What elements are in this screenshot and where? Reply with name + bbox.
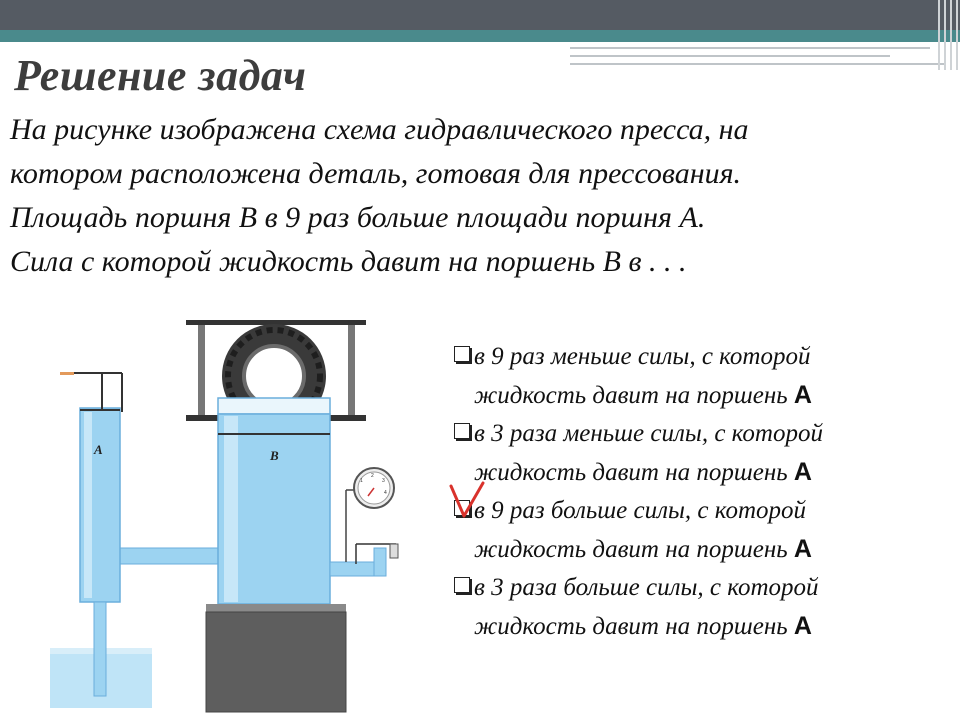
slide-title: Решение задач bbox=[14, 51, 307, 100]
answer-text bbox=[474, 530, 952, 569]
checkbox-square-icon[interactable] bbox=[454, 423, 470, 439]
answer-text-part: жидкость давит на поршень bbox=[474, 382, 794, 409]
label-piston-b: B bbox=[270, 448, 279, 463]
theme-decor-line bbox=[570, 63, 945, 65]
answer-text-part: жидкость давит на поршень bbox=[474, 459, 794, 486]
problem-statement bbox=[10, 108, 950, 284]
answer-option-3[interactable] bbox=[452, 492, 952, 569]
theme-corner-lines bbox=[932, 0, 960, 70]
answer-text-part: жидкость давит на поршень bbox=[474, 613, 794, 640]
checkbox-square-icon[interactable] bbox=[454, 346, 470, 362]
label-piston-a: A bbox=[94, 442, 103, 457]
gauge-tick-label: 1 bbox=[360, 478, 363, 484]
answer-text: в 9 раз больше силы, с которой bbox=[474, 497, 807, 524]
answer-piston-label: А bbox=[793, 612, 812, 640]
theme-top-bar bbox=[0, 0, 960, 30]
theme-teal-bar bbox=[0, 30, 960, 42]
theme-decor-line bbox=[570, 47, 930, 49]
answer-text bbox=[474, 453, 952, 492]
answer-text: в 3 раза больше силы, с которой bbox=[474, 574, 819, 601]
problem-line: Площадь поршня В в 9 раз больше площади поршня А. bbox=[10, 201, 706, 234]
outlet-riser bbox=[374, 548, 386, 576]
answer-text-part: жидкость давит на поршень bbox=[474, 536, 794, 563]
answer-option-1[interactable] bbox=[452, 338, 952, 415]
answer-option-2[interactable] bbox=[452, 415, 952, 492]
press-base bbox=[206, 612, 346, 712]
problem-line: котором расположена деталь, готовая для прессования. bbox=[10, 157, 742, 190]
answer-text: в 3 раза меньше силы, с которой bbox=[474, 420, 823, 447]
press-base-top bbox=[206, 604, 346, 612]
hydraulic-press-diagram bbox=[30, 312, 430, 720]
answer-text: в 9 раз меньше силы, с которой bbox=[474, 343, 811, 370]
checkmark-icon bbox=[448, 480, 486, 524]
theme-decor-line bbox=[570, 55, 890, 57]
cylinder-b-highlight bbox=[224, 416, 238, 602]
answer-piston-label: А bbox=[793, 535, 812, 563]
intake-pipe bbox=[94, 602, 106, 696]
lever-handle bbox=[60, 372, 74, 375]
answer-options bbox=[452, 338, 952, 646]
problem-line: На рисунке изображена схема гидравлического пресса, на bbox=[10, 113, 749, 146]
cylinder-b-top bbox=[218, 398, 330, 414]
answer-text bbox=[474, 376, 952, 415]
answer-text bbox=[474, 607, 952, 646]
cylinder-a-highlight bbox=[84, 412, 92, 598]
answer-option-4[interactable] bbox=[452, 569, 952, 646]
answer-piston-label: А bbox=[793, 458, 812, 486]
gauge-tick-label: 3 bbox=[382, 478, 385, 484]
answer-piston-label: А bbox=[793, 381, 812, 409]
checkbox-square-icon[interactable] bbox=[454, 577, 470, 593]
connecting-pipe bbox=[110, 548, 220, 564]
pressure-gauge-icon bbox=[354, 468, 394, 508]
problem-line: Сила с которой жидкость давит на поршень В в . . . bbox=[10, 245, 687, 278]
press-frame-left-post bbox=[198, 325, 205, 421]
press-frame-right-post bbox=[348, 325, 355, 421]
gauge-tick-label: 2 bbox=[371, 473, 374, 479]
gauge-tick-label: 4 bbox=[384, 490, 387, 496]
